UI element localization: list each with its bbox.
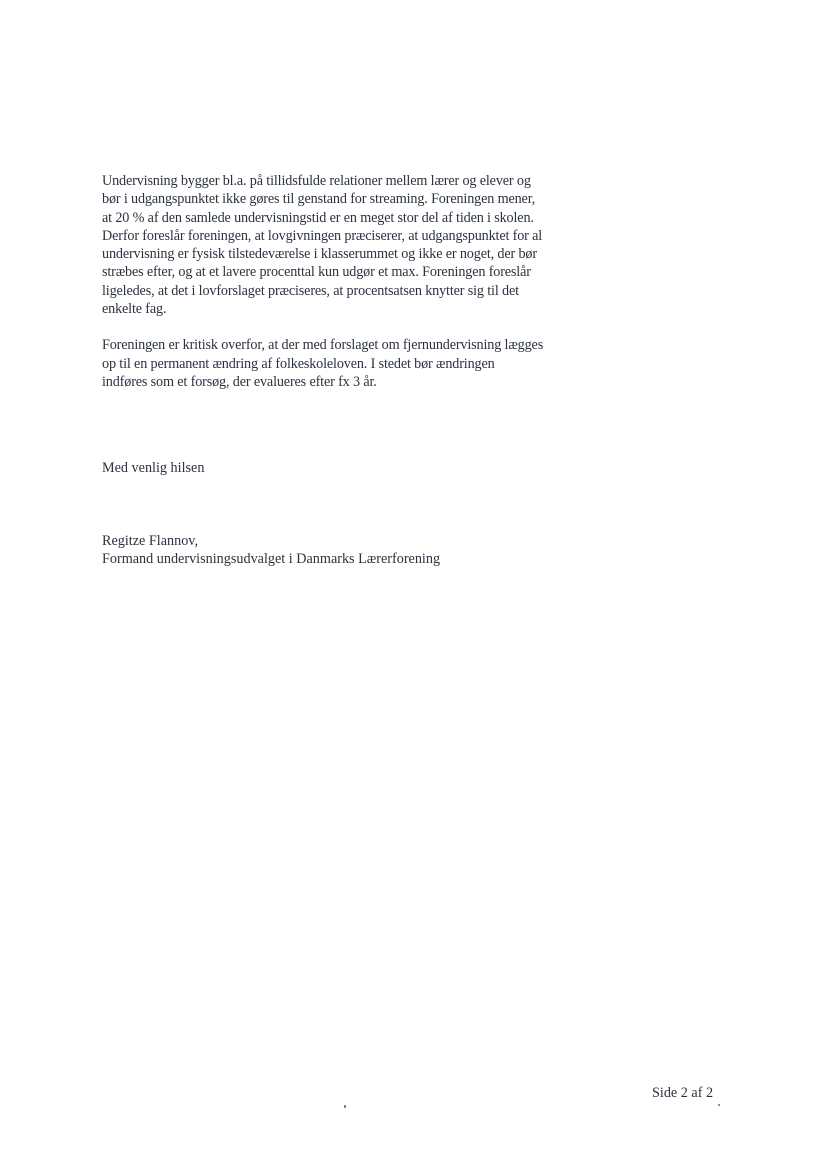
letter-body [102, 172, 602, 391]
text-line: Undervisning bygger bl.a. på tillidsfulde relationer mellem lærer og elever og [102, 173, 531, 189]
signature-block [102, 532, 440, 569]
text-line: op til en permanent ændring af folkeskoleloven. I stedet bør ændringen [102, 355, 495, 372]
text-line: Derfor foreslår foreningen, at lovgivningen præciserer, at udgangspunktet for al [102, 227, 543, 244]
closing-greeting: Med venlig hilsen [102, 460, 205, 476]
text-line: indføres som et forsøg, der evalueres efter fx 3 år. [102, 373, 377, 390]
scan-speck [344, 1105, 346, 1108]
text-line: enkelte fag. [102, 301, 167, 318]
text-line: Foreningen er kritisk overfor, at der med forslaget om fjernundervisning lægges [102, 337, 544, 354]
text-line: bør i udgangspunktet ikke gøres til genstand for streaming. Foreningen mener, [102, 191, 536, 208]
text-line: at 20 % af den samlede undervisningstid er en meget stor del af tiden i skolen. [102, 209, 534, 226]
scan-speck [718, 1104, 720, 1106]
signature-name: Regitze Flannov, [102, 533, 199, 549]
signature-title: Formand undervisningsudvalget i Danmarks Lærerforening [102, 551, 441, 568]
paragraph-streaming [102, 172, 602, 318]
text-line: undervisning er fysisk tilstedeværelse i klasserummet og ikke er noget, der bør [102, 246, 537, 263]
page-number: Side 2 af 2 [652, 1085, 714, 1101]
paragraph-remote-teaching [102, 336, 602, 391]
text-line: stræbes efter, og at et lavere procenttal kun udgør et max. Foreningen foreslår [102, 264, 531, 281]
text-line: ligeledes, at det i lovforslaget præciseres, at procentsatsen knytter sig til det [102, 282, 519, 299]
